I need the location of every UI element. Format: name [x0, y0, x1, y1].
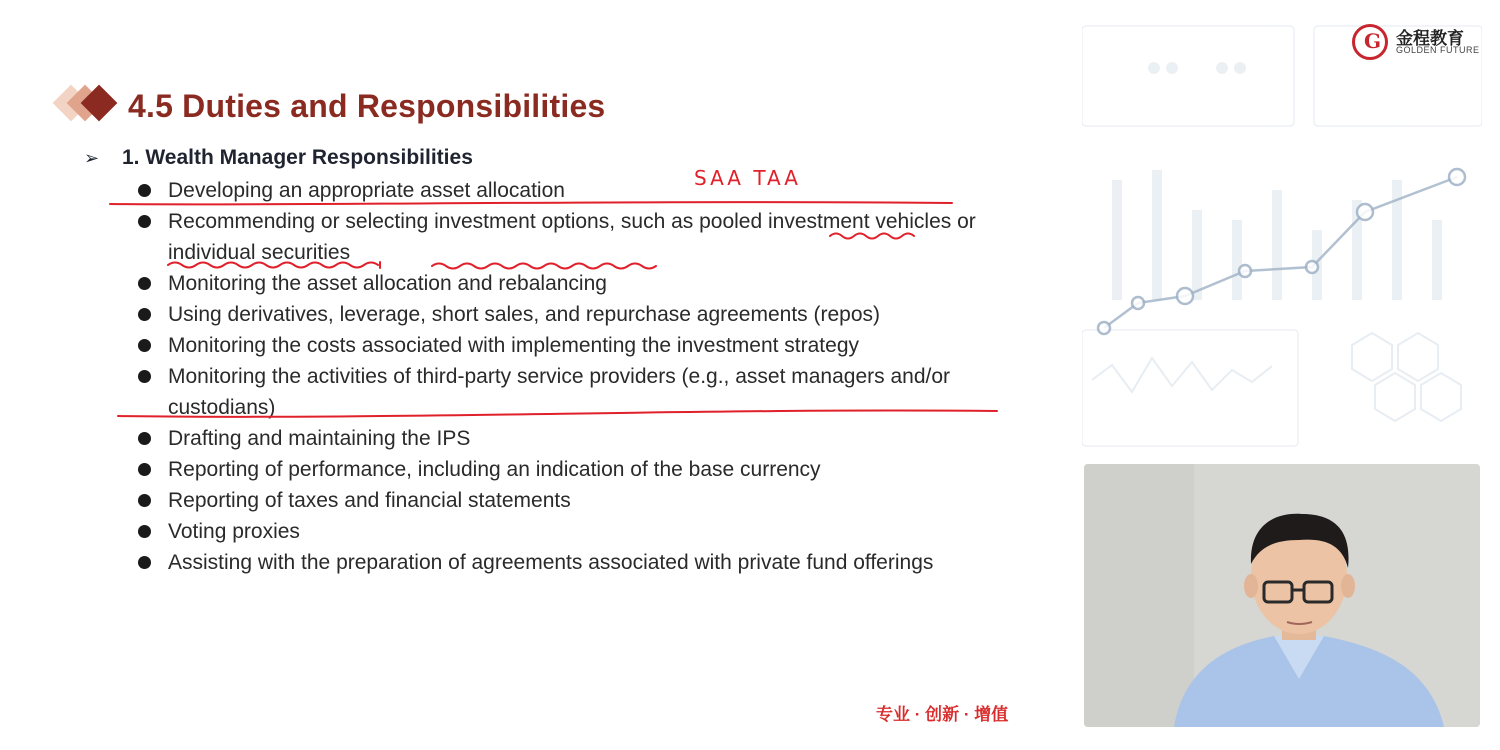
- arrow-bullet-icon: ➢: [84, 148, 100, 168]
- list-item: [138, 361, 1018, 423]
- list-item: [138, 547, 1018, 578]
- list-item: [138, 485, 1018, 516]
- list-item-text: Monitoring the activities of third-party service providers (e.g., asset managers and/or custodians): [168, 365, 951, 419]
- handwritten-note: SAA TAA: [694, 166, 801, 190]
- list-item-text: Recommending or selecting investment options, such as pooled investment vehicles or individual securities: [168, 210, 976, 264]
- list-item: [138, 268, 1018, 299]
- slide-title: 4.5 Duties and Responsibilities: [128, 88, 606, 124]
- list-item-text: Assisting with the preparation of agreements associated with private fund offerings: [168, 551, 934, 574]
- list-item-text: Reporting of taxes and financial statements: [168, 489, 571, 512]
- section-heading-text: 1. Wealth Manager Responsibilities: [122, 146, 473, 169]
- footer-slogan: 专业 · 创新 · 增值: [876, 705, 1009, 724]
- list-item-text: Developing an appropriate asset allocation: [168, 179, 565, 202]
- diamond-ornament-icon: [44, 82, 124, 132]
- bullet-dot-icon: [138, 277, 151, 290]
- presenter-webcam: [1084, 464, 1480, 727]
- logo-name-en: GOLDEN FUTURE: [1396, 45, 1480, 55]
- bullet-dot-icon: [138, 432, 151, 445]
- bullet-dot-icon: [138, 215, 151, 228]
- responsibilities-list: [138, 175, 1018, 578]
- list-item-text: Voting proxies: [168, 520, 300, 543]
- bullet-dot-icon: [138, 370, 151, 383]
- bullet-dot-icon: [138, 556, 151, 569]
- bullet-dot-icon: [138, 308, 151, 321]
- list-item-text: Using derivatives, leverage, short sales, and repurchase agreements (repos): [168, 303, 881, 326]
- list-item-text: Drafting and maintaining the IPS: [168, 427, 471, 450]
- list-item: [138, 423, 1018, 454]
- list-item: [138, 454, 1018, 485]
- list-item-text: Monitoring the asset allocation and rebalancing: [168, 272, 607, 295]
- golden-future-seal-icon: G: [1352, 24, 1388, 60]
- list-item: [138, 206, 1018, 268]
- list-item-text: Reporting of performance, including an indication of the base currency: [168, 458, 821, 481]
- bullet-dot-icon: [138, 525, 151, 538]
- bullet-dot-icon: [138, 184, 151, 197]
- list-item: [138, 330, 1018, 361]
- bullet-dot-icon: [138, 463, 151, 476]
- bullet-dot-icon: [138, 494, 151, 507]
- list-item-text: Monitoring the costs associated with implementing the investment strategy: [168, 334, 860, 357]
- bullet-dot-icon: [138, 339, 151, 352]
- list-item: [138, 175, 1018, 206]
- list-item: [138, 516, 1018, 547]
- background-decoration: [1082, 20, 1482, 450]
- logo-name-cn: 金程教育: [1396, 29, 1464, 48]
- section-heading: [84, 146, 473, 170]
- presenter-video-icon: [1084, 464, 1480, 727]
- list-item: [138, 299, 1018, 330]
- brand-logo: [1352, 24, 1492, 60]
